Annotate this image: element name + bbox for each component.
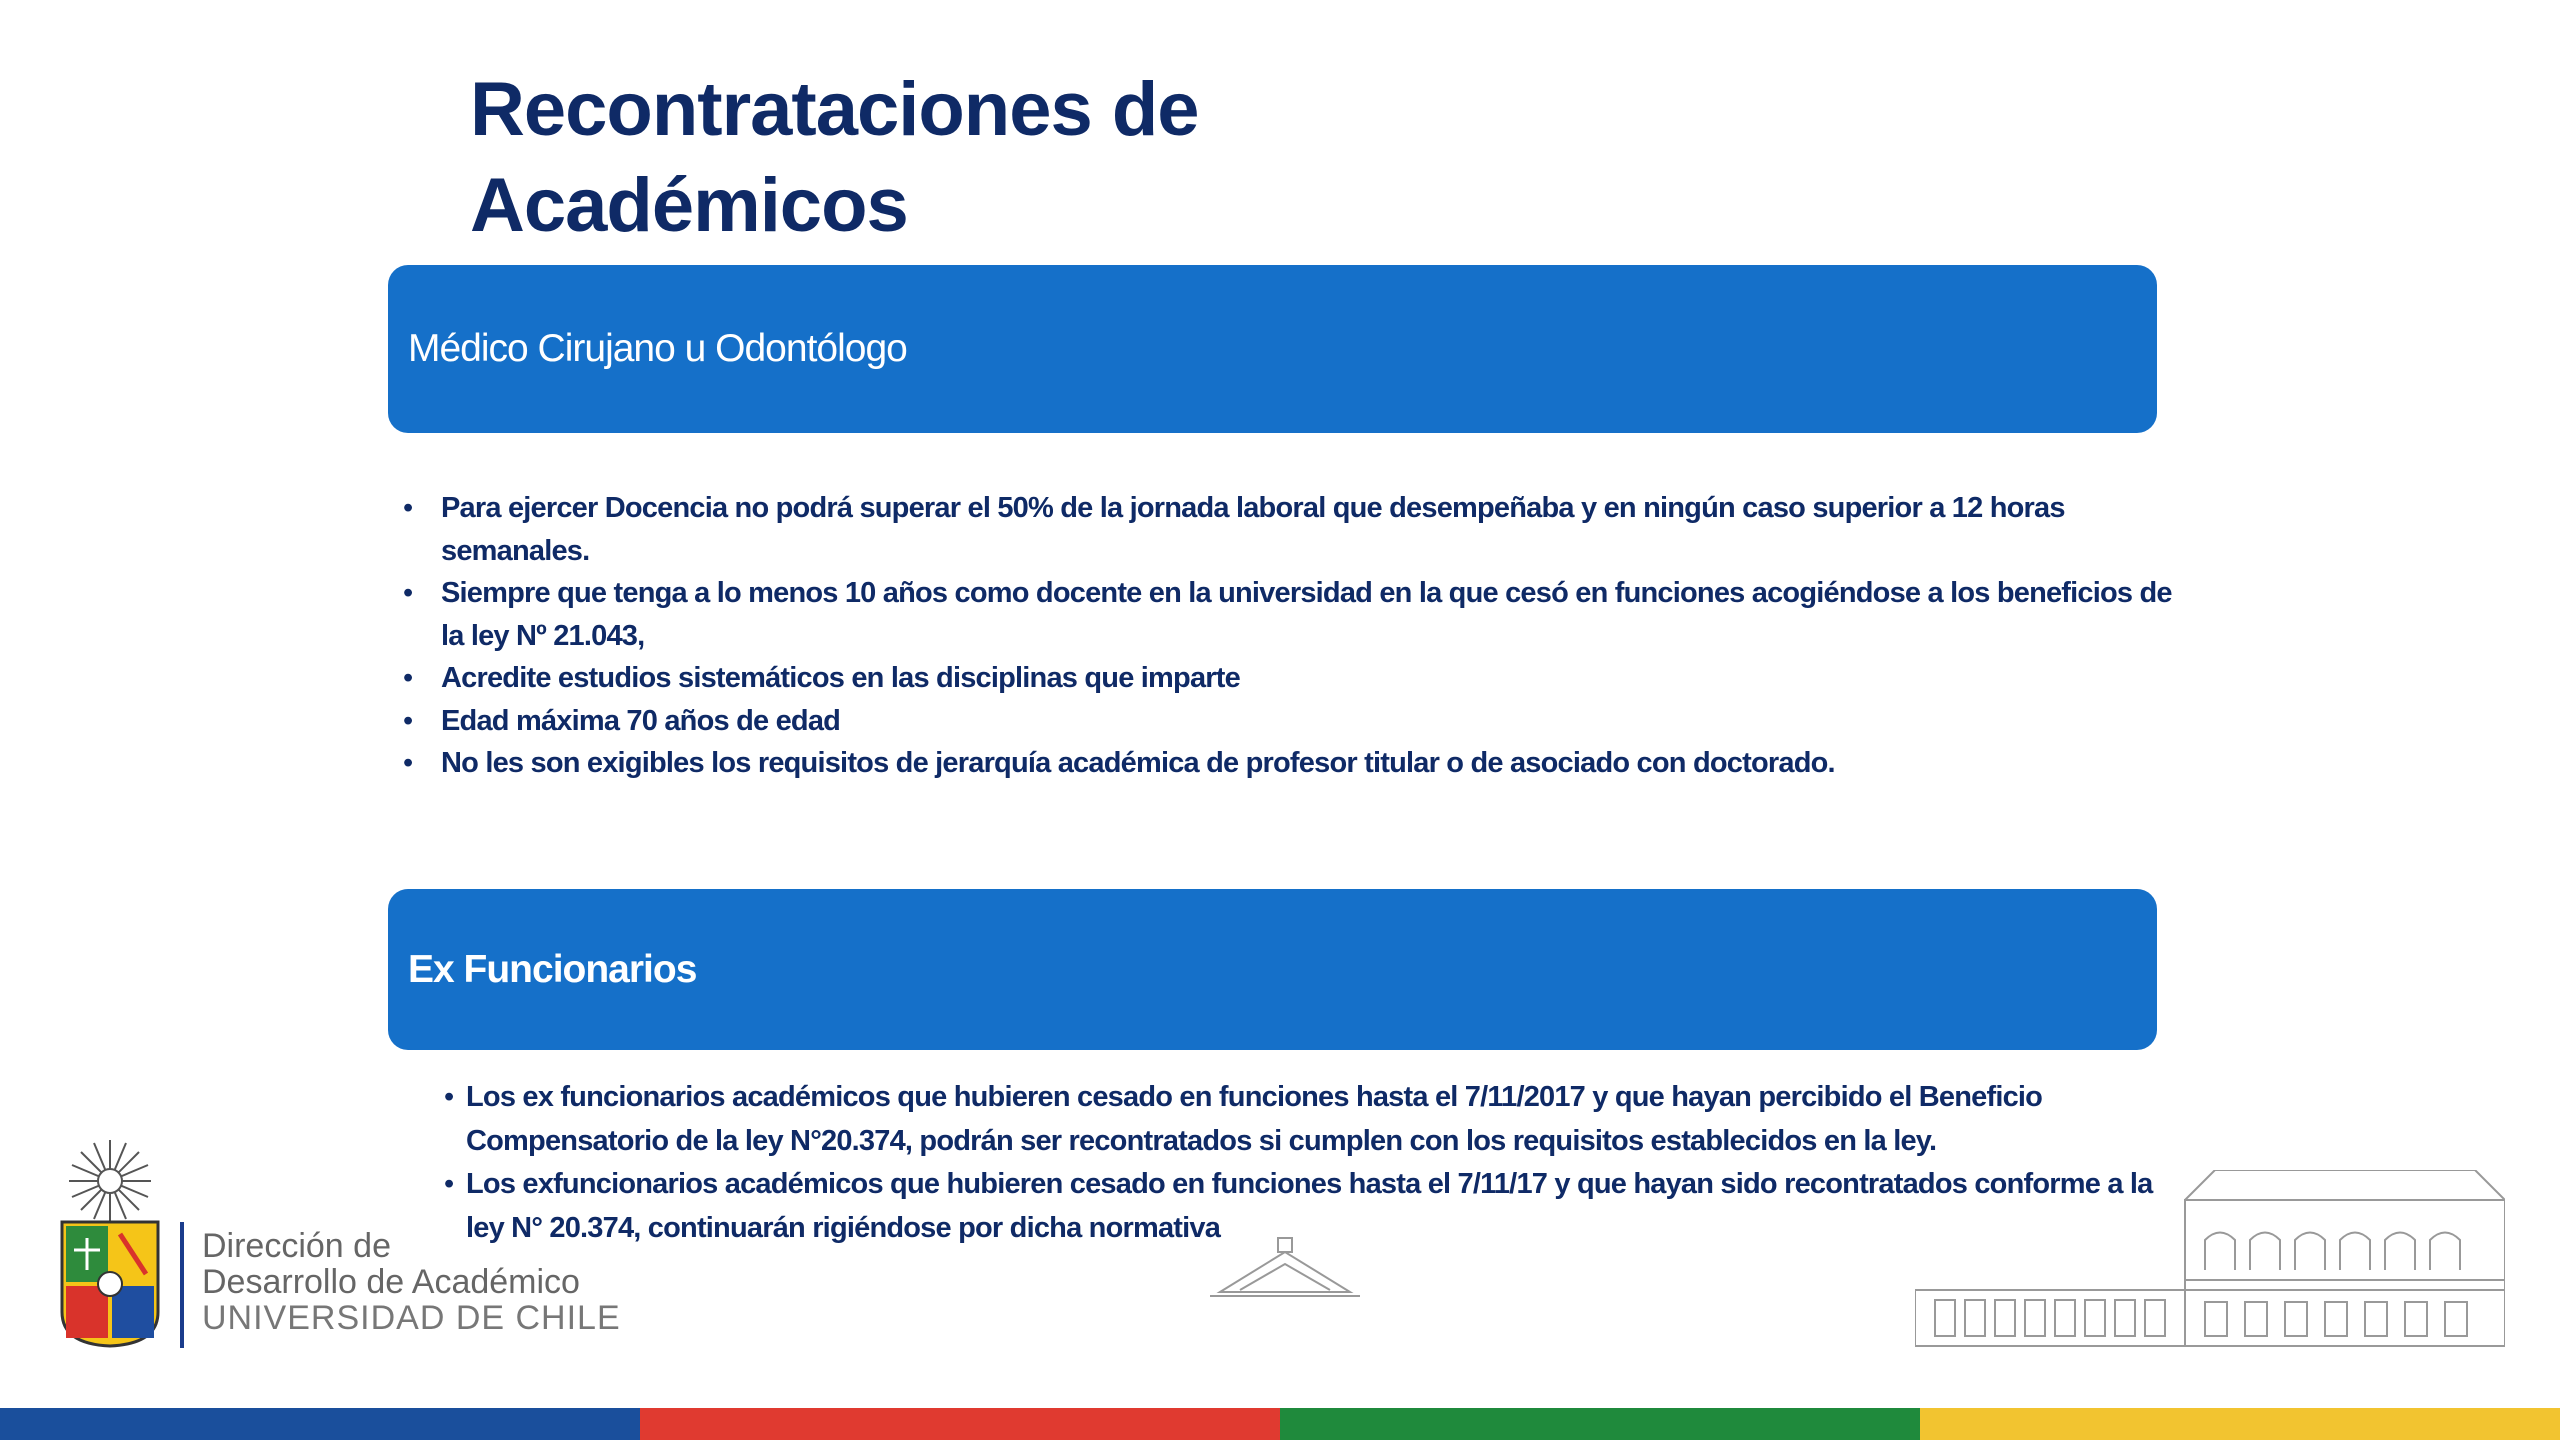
logo-line-3: UNIVERSIDAD DE CHILE (202, 1299, 621, 1337)
list-item: • Los ex funcionarios académicos que hubieren cesado en funciones hasta el 7/11/2017 y que hayan percibido el Beneficio Compensatorio de la ley N°20.374, podrán ser recontratados si cumplen con los requisitos establecidos en la ley. (466, 1076, 2166, 1163)
ex-funcionarios-list (466, 1076, 2166, 1250)
list-item: • Los exfuncionarios académicos que hubieren cesado en funciones hasta el 7/11/17 y que hayan sido recontratados conforme a la ley N° 20.374, continuarán rigiéndose por dicha normativa (466, 1163, 2166, 1250)
logo-line-2: Desarrollo de Académico (202, 1263, 580, 1301)
building-dome-icon (1210, 1232, 1360, 1302)
university-shield-icon (60, 1220, 160, 1348)
section-heading: Ex Funcionarios (408, 947, 697, 991)
strip-yellow (1920, 1408, 2560, 1440)
footer-color-strip (0, 1408, 2560, 1440)
list-item: • Edad máxima 70 años de edad (441, 700, 2201, 743)
strip-red (640, 1408, 1280, 1440)
list-item: • Siempre que tenga a lo menos 10 años como docente en la universidad en la que cesó en funciones acogiéndose a los beneficios de la ley Nº 21.043, (441, 572, 2201, 657)
logo-divider (180, 1222, 184, 1348)
list-item: • No les son exigibles los requisitos de jerarquía académica de profesor titular o de asociado con doctorado. (441, 742, 2201, 785)
section-banner-ex-funcionarios (388, 889, 2157, 1050)
building-facade-icon (1915, 1170, 2505, 1348)
requirements-list (441, 487, 2201, 785)
section-heading: Médico Cirujano u Odontólogo (408, 327, 907, 370)
slide-title (470, 62, 1470, 254)
university-logo-text (202, 1228, 621, 1336)
list-item: • Acredite estudios sistemáticos en las disciplinas que imparte (441, 657, 2201, 700)
slide-title-line-2: Académicos (470, 163, 908, 248)
strip-blue (0, 1408, 640, 1440)
slide-title-line-1: Recontrataciones de (470, 67, 1199, 152)
logo-line-1: Dirección de (202, 1227, 391, 1265)
strip-green (1280, 1408, 1920, 1440)
section-banner-medico (388, 265, 2157, 433)
sun-emblem-icon (67, 1138, 153, 1224)
list-item: • Para ejercer Docencia no podrá superar el 50% de la jornada laboral que desempeñaba y en ningún caso superior a 12 horas semanales. (441, 487, 2201, 572)
